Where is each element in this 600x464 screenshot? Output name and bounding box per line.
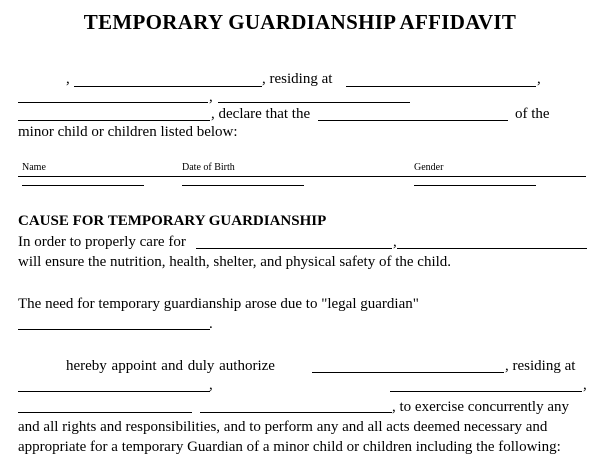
address-blank[interactable] bbox=[346, 86, 536, 87]
table-divider bbox=[18, 176, 586, 177]
appropriate-text: appropriate for a temporary Guardian of a minor child or children including the following: bbox=[18, 439, 561, 455]
column-date-of-birth: Date of Birth bbox=[182, 162, 235, 173]
appointee-address-blank-2[interactable] bbox=[390, 391, 582, 392]
comma-text: , bbox=[393, 234, 397, 250]
child-dob-blank[interactable] bbox=[182, 185, 304, 186]
comma-text: , bbox=[66, 71, 70, 87]
residing-at-label: , residing at bbox=[262, 71, 333, 87]
appointee-address-blank-3[interactable] bbox=[18, 412, 192, 413]
address-blank-2[interactable] bbox=[18, 102, 208, 103]
appointee-blank[interactable] bbox=[312, 372, 504, 373]
guardian-blank-1[interactable] bbox=[196, 248, 392, 249]
declare-label: , declare that the bbox=[211, 106, 311, 122]
child-gender-blank[interactable] bbox=[414, 185, 536, 186]
address-blank-4[interactable] bbox=[18, 120, 210, 121]
guardian-blank-2[interactable] bbox=[397, 248, 587, 249]
ensure-text: will ensure the nutrition, health, shelter, and physical safety of the child. bbox=[18, 254, 452, 270]
column-name: Name bbox=[22, 162, 46, 173]
minor-child-text: minor child or children listed below: bbox=[18, 124, 238, 140]
care-for-text: In order to properly care for bbox=[18, 234, 186, 250]
residing-at-label: , residing at bbox=[505, 358, 576, 374]
column-gender: Gender bbox=[414, 162, 444, 173]
appoint-text: hereby appoint and duly authorize bbox=[66, 358, 275, 374]
need-text: The need for temporary guardianship arose due to "legal guardian" bbox=[18, 296, 419, 312]
comma-text: , bbox=[537, 71, 541, 87]
exercise-text: , to exercise concurrently any bbox=[392, 399, 570, 415]
section-heading: CAUSE FOR TEMPORARY GUARDIANSHIP bbox=[18, 213, 327, 229]
appointee-address-blank-4[interactable] bbox=[200, 412, 392, 413]
reason-blank[interactable] bbox=[18, 329, 210, 330]
child-name-blank[interactable] bbox=[22, 185, 144, 186]
of-the-label: of the bbox=[515, 106, 550, 122]
page-title: TEMPORARY GUARDIANSHIP AFFIDAVIT bbox=[83, 10, 517, 34]
relationship-blank[interactable] bbox=[318, 120, 508, 121]
comma-text: , bbox=[209, 377, 213, 393]
period-text: . bbox=[209, 316, 213, 332]
address-blank-3[interactable] bbox=[218, 102, 410, 103]
rights-text: and all rights and responsibilities, and to perform any and all acts deemed necessary and bbox=[18, 419, 548, 435]
name-blank[interactable] bbox=[74, 86, 262, 87]
comma-text: , bbox=[583, 377, 587, 393]
comma-text: , bbox=[209, 89, 213, 105]
appointee-address-blank-1[interactable] bbox=[18, 391, 210, 392]
